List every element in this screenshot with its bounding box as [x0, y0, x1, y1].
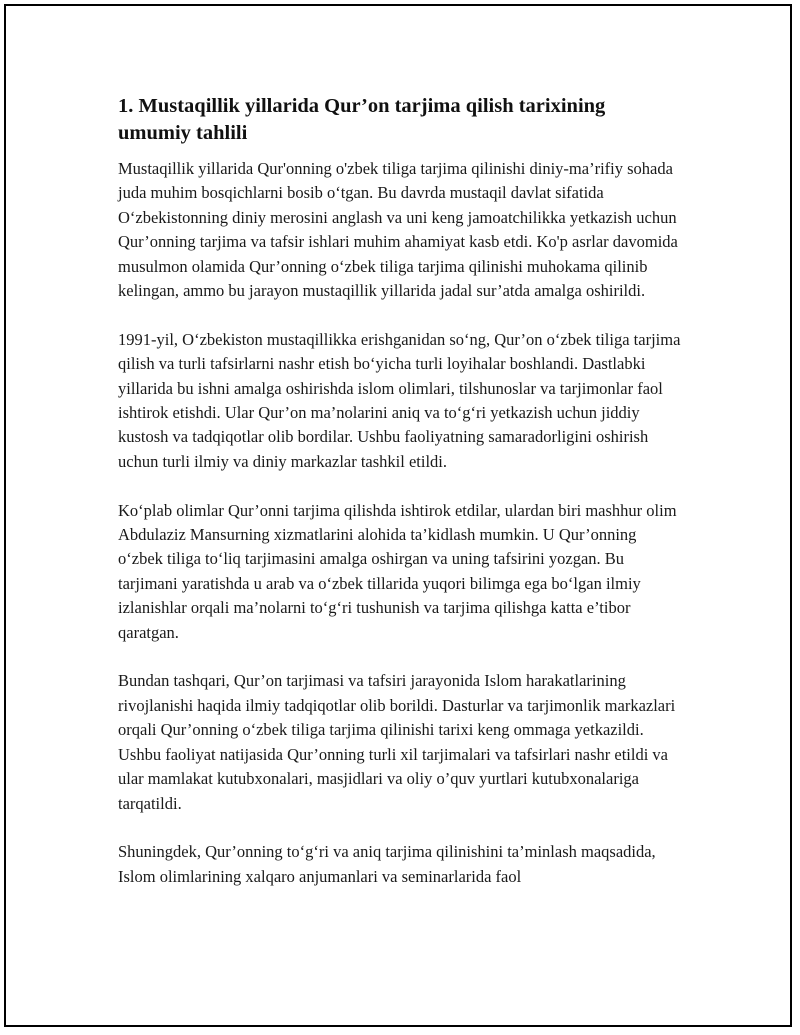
section-heading: 1. Mustaqillik yillarida Qur’on tarjima qilish tarixining umumiy tahlili — [118, 95, 606, 144]
paragraph: Shuningdek, Qur’onning to‘g‘ri va aniq tarjima qilinishini ta’minlash maqsadida, Islom olimlarining xalqaro anjumanlari va seminarlarida faol — [118, 842, 656, 886]
paragraph: Mustaqillik yillarida Qur'onning o'zbek tiliga tarjima qilinishi diniy-ma’rifiy sohada juda muhim bosqichlarni bosib o‘tgan. Bu davrda mustaqil davlat sifatida O‘zbekistonning diniy merosini anglash va uni keng jamoatchilikka yetkazish uchun Qur’onning tarjima va tafsir ishlari muhim ahamiyat kasb etdi. Ko'p asrlar davomida musulmon olamida Qur’onning o‘zbek tiliga tarjima qilinishi muhokama qilinib kelingan, ammo bu jarayon mustaqillik yillarida jadal sur’atda amalga oshirildi. — [118, 159, 678, 301]
paragraph: Ko‘plab olimlar Qur’onni tarjima qilishda ishtirok etdilar, ulardan biri mashhur olim Abdulaziz Mansurning xizmatlarini alohida ta’kidlash mumkin. U Qur’onning o‘zbek tiliga to‘liq tarjimasini amalga oshirgan va uning tafsirini yozgan. Bu tarjimani yaratishda u arab va o‘zbek tillarida yuqori bilimga ega bo‘lgan ilmiy izlanishlar orqali ma’nolarni to‘g‘ri tushunish va tarjima qilishga katta e’tibor qaratgan. — [118, 500, 677, 642]
paragraph: 1991-yil, O‘zbekiston mustaqillikka erishganidan so‘ng, Qur’on o‘zbek tiliga tarjima qilish va turli tafsirlarni nashr etish bo‘yicha turli loyihalar boshlandi. Dastlabki yillarida bu ishni amalga oshirishda islom olimlari, tilshunoslar va tarjimonlar faol ishtirok etishdi. Ular Qur’on ma’nolarini aniq va to‘g‘ri yetkazish uchun jiddiy kustosh va tadqiqotlar olib bordilar. Ushbu faoliyatning samaradorligini oshirish uchun turli ilmiy va diniy markazlar tashkil etildi. — [118, 329, 681, 471]
paragraph: Bundan tashqari, Qur’on tarjimasi va tafsiri jarayonida Islom harakatlarining rivojlanishi haqida ilmiy tadqiqotlar olib borildi. Dasturlar va tarjimonlik markazlari orqali Qur’onning o‘zbek tiliga tarjima qilinishi tarixi keng ommaga yetkazildi. Ushbu faoliyat natijasida Qur’onning turli xil tarjimalari va tafsirlari nashr etildi va ular mamlakat kutubxonalari, masjidlari va oliy o’quv yurtlari kutubxonalariga tarqatildi. — [118, 671, 676, 813]
document-body — [118, 93, 683, 914]
